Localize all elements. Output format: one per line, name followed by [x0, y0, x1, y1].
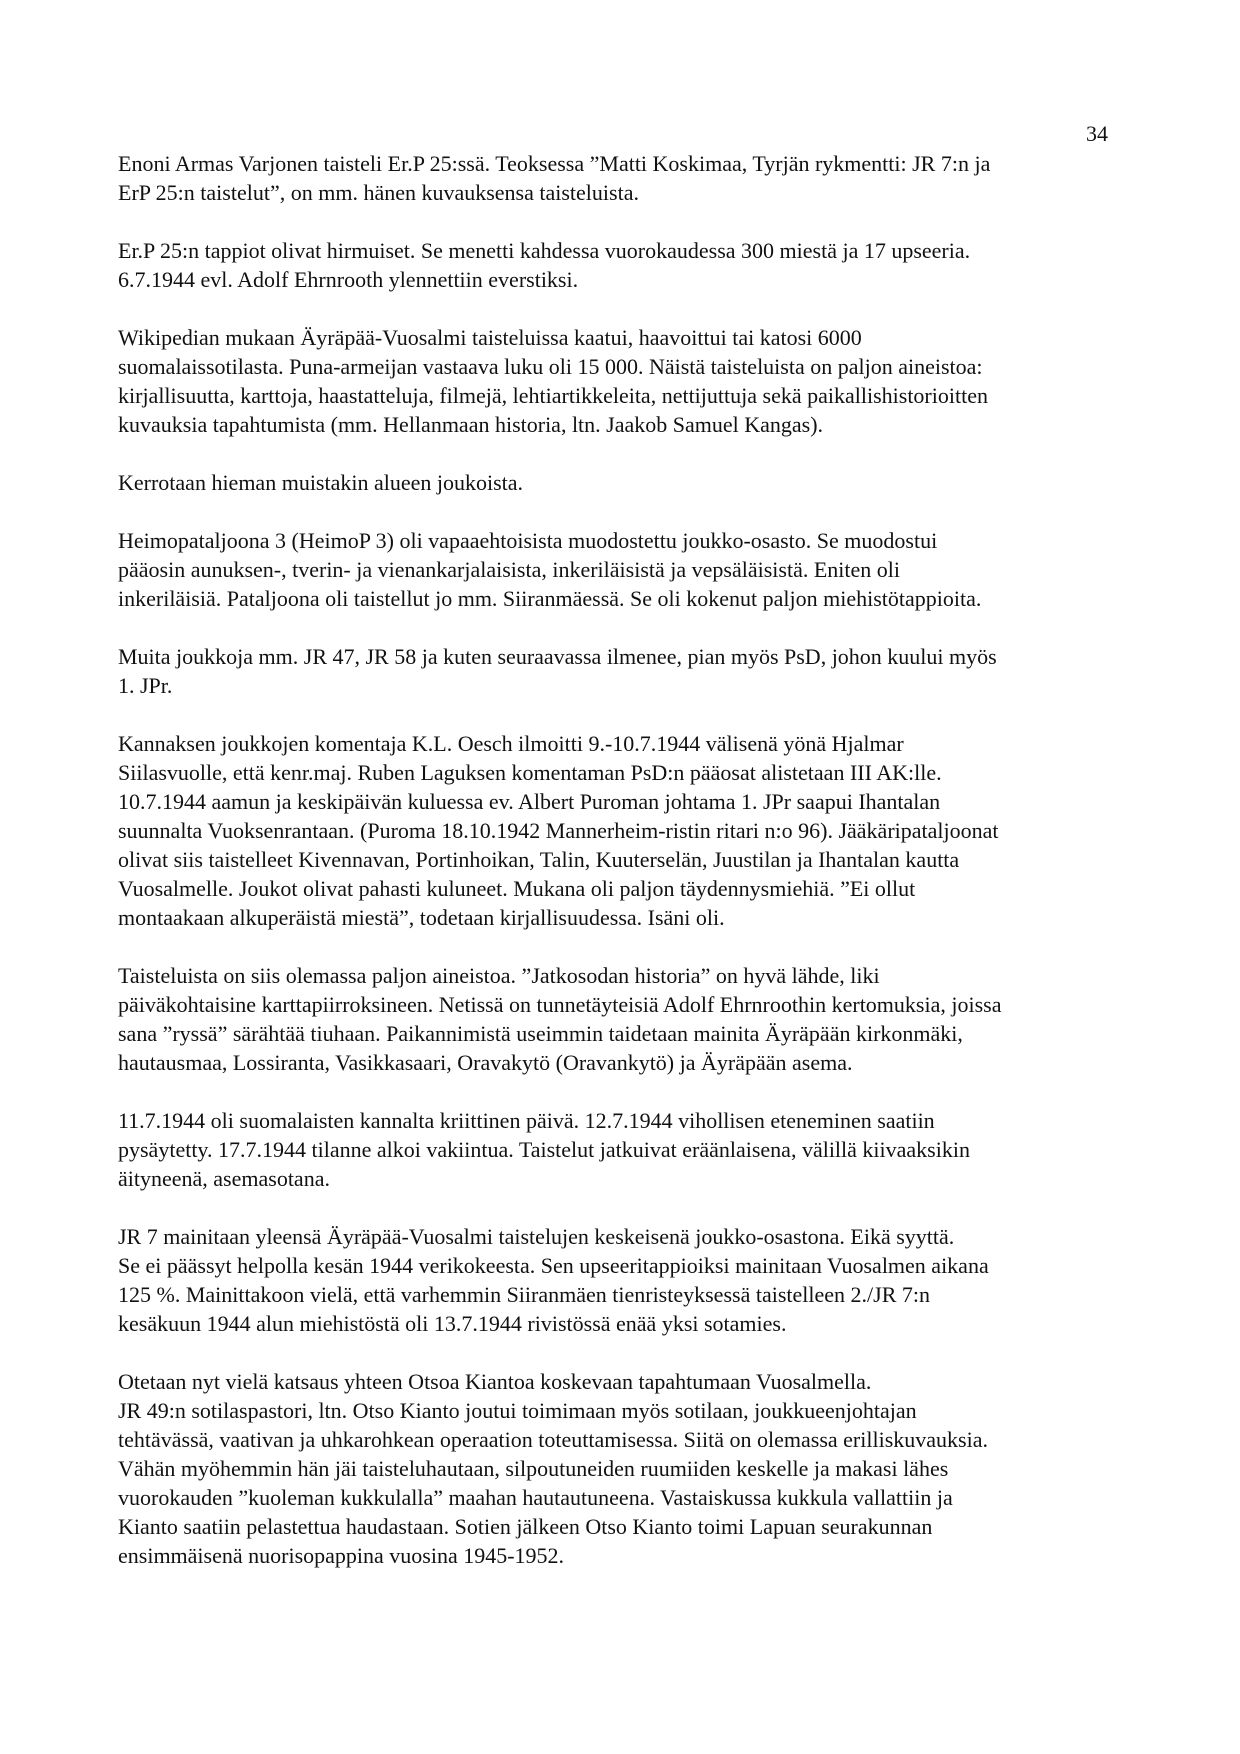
text-line: olivat siis taistelleet Kivennavan, Portinhoikan, Talin, Kuuterselän, Juustilan ja Ihantalan kautta [118, 847, 960, 872]
text-line: Wikipedian mukaan Äyräpää-Vuosalmi taisteluissa kaatui, haavoittui tai katosi 6000 [118, 325, 862, 350]
text-line: äityneenä, asemasotana. [118, 1166, 330, 1191]
text-line: JR 7 mainitaan yleensä Äyräpää-Vuosalmi taistelujen keskeisenä joukko-osastona. Eikä syyttä. [118, 1224, 955, 1249]
text-line: 125 %. Mainittakoon vielä, että varhemmin Siiranmäen tienristeyksessä taistelleen 2./JR 7:n [118, 1282, 930, 1307]
paragraph [118, 1106, 1134, 1193]
text-line: JR 49:n sotilaspastori, ltn. Otso Kianto joutui toimimaan myös sotilaan, joukkueenjohtajan [118, 1398, 917, 1423]
text-line: pysäytetty. 17.7.1944 tilanne alkoi vakiintua. Taistelut jatkuivat eräänlaisena, välillä kiivaaksikin [118, 1137, 970, 1162]
text-line: 1. JPr. [118, 673, 173, 698]
body-text [118, 149, 1134, 1599]
text-line: Kannaksen joukkojen komentaja K.L. Oesch ilmoitti 9.-10.7.1944 välisenä yönä Hjalmar [118, 731, 904, 756]
text-line: päiväkohtaisine karttapiirroksineen. Netissä on tunnetäyteisiä Adolf Ehrnroothin kertomuksia, joissa [118, 992, 1002, 1017]
paragraph [118, 1367, 1134, 1570]
text-line: Taisteluista on siis olemassa paljon aineistoa. ”Jatkosodan historia” on hyvä lähde, liki [118, 963, 880, 988]
paragraph [118, 323, 1134, 439]
paragraph [118, 961, 1134, 1077]
text-line: Vähän myöhemmin hän jäi taisteluhautaan, silpoutuneiden ruumiiden keskelle ja makasi lähes [118, 1456, 949, 1481]
text-line: Er.P 25:n tappiot olivat hirmuiset. Se menetti kahdessa vuorokaudessa 300 miestä ja 17 upseeria. [118, 238, 971, 263]
text-line: kuvauksia tapahtumista (mm. Hellanmaan historia, ltn. Jaakob Samuel Kangas). [118, 412, 824, 437]
text-line: 10.7.1944 aamun ja keskipäivän kuluessa ev. Albert Puroman johtama 1. JPr saapui Ihantalan [118, 789, 941, 814]
text-line: kirjallisuutta, karttoja, haastatteluja, filmejä, lehtiartikkeleita, nettijuttuja sekä paikallishistorioitten [118, 383, 988, 408]
text-line: 11.7.1944 oli suomalaisten kannalta kriittinen päivä. 12.7.1944 vihollisen eteneminen saatiin [118, 1108, 935, 1133]
paragraph [118, 236, 1134, 294]
paragraph [118, 468, 1134, 497]
text-line: suomalaissotilasta. Puna-armeijan vastaava luku oli 15 000. Näistä taisteluista on paljon aineistoa: [118, 354, 983, 379]
text-line: sana ”ryssä” särähtää tiuhaan. Paikannimistä useimmin taidetaan mainita Äyräpään kirkonmäki, [118, 1021, 963, 1046]
text-line: Se ei päässyt helpolla kesän 1944 verikokeesta. Sen upseeritappioiksi mainitaan Vuosalmen aikana [118, 1253, 989, 1278]
paragraph [118, 149, 1134, 207]
text-line: kesäkuun 1944 alun miehistöstä oli 13.7.1944 rivistössä enää yksi sotamies. [118, 1311, 787, 1336]
text-line: inkeriläisiä. Pataljoona oli taistellut jo mm. Siiranmäessä. Se oli kokenut paljon miehistötappioita. [118, 586, 982, 611]
paragraph [118, 1222, 1134, 1338]
text-line: 6.7.1944 evl. Adolf Ehrnrooth ylennettiin everstiksi. [118, 267, 579, 292]
text-line: Siilasvuolle, että kenr.maj. Ruben Laguksen komentaman PsD:n pääosat alistetaan III AK:lle. [118, 760, 942, 785]
text-line: pääosin aunuksen-, tverin- ja vienankarjalaisista, inkeriläisistä ja vepsäläisistä. Eniten oli [118, 557, 900, 582]
text-line: ErP 25:n taistelut”, on mm. hänen kuvauksensa taisteluista. [118, 180, 639, 205]
text-line: Enoni Armas Varjonen taisteli Er.P 25:ssä. Teoksessa ”Matti Koskimaa, Tyrjän rykmentti: JR 7:n ja [118, 151, 991, 176]
text-line: montaakaan alkuperäistä miestä”, todetaan kirjallisuudessa. Isäni oli. [118, 905, 725, 930]
text-line: vuorokauden ”kuoleman kukkulalla” maahan hautautuneena. Vastaiskussa kukkula vallattiin ja [118, 1485, 953, 1510]
text-line: Muita joukkoja mm. JR 47, JR 58 ja kuten seuraavassa ilmenee, pian myös PsD, johon kuului myös [118, 644, 997, 669]
paragraph [118, 642, 1134, 700]
paragraph [118, 526, 1134, 613]
paragraph [118, 729, 1134, 932]
text-line: Otetaan nyt vielä katsaus yhteen Otsoa Kiantoa koskevaan tapahtumaan Vuosalmella. [118, 1369, 872, 1394]
text-line: tehtävässä, vaativan ja uhkarohkean operaation toteuttamisessa. Siitä on olemassa erilliskuvauksia. [118, 1427, 988, 1452]
text-line: ensimmäisenä nuorisopappina vuosina 1945-1952. [118, 1543, 565, 1568]
text-line: Vuosalmelle. Joukot olivat pahasti kuluneet. Mukana oli paljon täydennysmiehiä. ”Ei ollut [118, 876, 916, 901]
text-line: hautausmaa, Lossiranta, Vasikkasaari, Oravakytö (Oravankytö) ja Äyräpään asema. [118, 1050, 853, 1075]
text-line: Kerrotaan hieman muistakin alueen joukoista. [118, 470, 524, 495]
text-line: Kianto saatiin pelastettua haudastaan. Sotien jälkeen Otso Kianto toimi Lapuan seurakunnan [118, 1514, 933, 1539]
text-line: suunnalta Vuoksenrantaan. (Puroma 18.10.1942 Mannerheim-ristin ritari n:o 96). Jääkäripataljoonat [118, 818, 999, 843]
text-line: Heimopataljoona 3 (HeimoP 3) oli vapaaehtoisista muodostettu joukko-osasto. Se muodostui [118, 528, 938, 553]
page-number: 34 [1086, 121, 1108, 146]
